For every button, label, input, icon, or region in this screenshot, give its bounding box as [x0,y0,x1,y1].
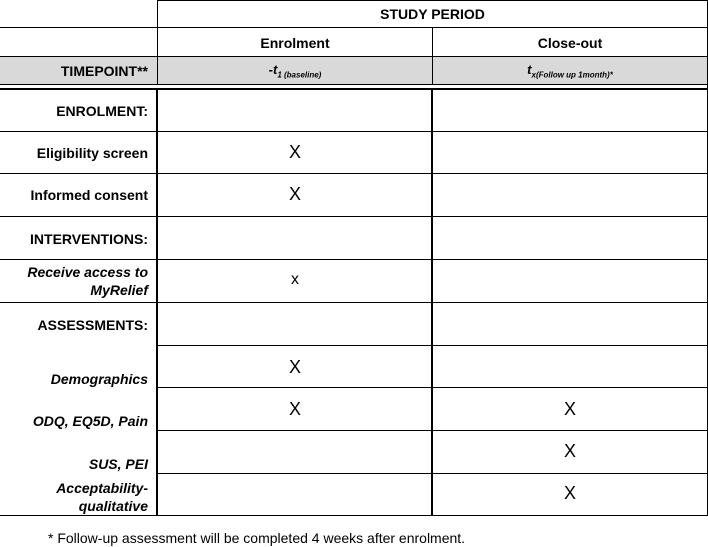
mark-acceptability-closeout: X [563,483,576,503]
row-label-acceptability-line2: qualitative [78,498,148,514]
row-label-interventions-section: INTERVENTIONS: [30,231,148,247]
row-label-enrolment-section: ENROLMENT: [56,103,148,119]
closeout-column-header: Close-out [537,35,603,51]
enrolment-column-header: Enrolment [260,35,330,51]
timepoint-enrolment [158,62,432,80]
mark-eligibility-enrolment: X [288,142,301,162]
mark-odq-closeout: X [563,399,576,419]
mark-demographics-enrolment: X [288,357,301,377]
row-label-acceptability-line1: Acceptability- [56,480,148,496]
row-label-odq: ODQ, EQ5D, Pain [32,413,148,429]
timepoint-closeout [433,62,707,80]
row-label-acceptability [0,479,157,515]
timepoint-enrolment-sub: 1 (baseline) [277,70,322,80]
timepoint-closeout-main: t [527,62,532,77]
mark-odq-enrolment: X [288,399,301,419]
row-label-assessments-section: ASSESSMENTS: [37,317,148,333]
mark-myrelief-enrolment: x [291,271,299,288]
timepoint-label: TIMEPOINT** [60,63,148,79]
row-label-eligibility: Eligibility screen [36,145,148,161]
timepoint-enrolment-main: -t [268,62,278,77]
timepoint-closeout-sub: x(Follow up 1month)* [531,70,613,80]
study-period-header: STUDY PERIOD [380,6,485,22]
row-label-myrelief-line1: Receive access to [27,264,148,280]
mark-sus-closeout: X [563,441,576,461]
row-label-myrelief-line2: MyRelief [90,282,148,298]
mark-consent-enrolment: X [288,184,301,204]
row-label-myrelief [0,263,157,299]
row-label-consent: Informed consent [30,187,148,203]
row-label-sus: SUS, PEI [88,456,148,472]
footnote: * Follow-up assessment will be completed 4 weeks after enrolment. [48,530,466,546]
row-label-demographics: Demographics [50,371,148,387]
